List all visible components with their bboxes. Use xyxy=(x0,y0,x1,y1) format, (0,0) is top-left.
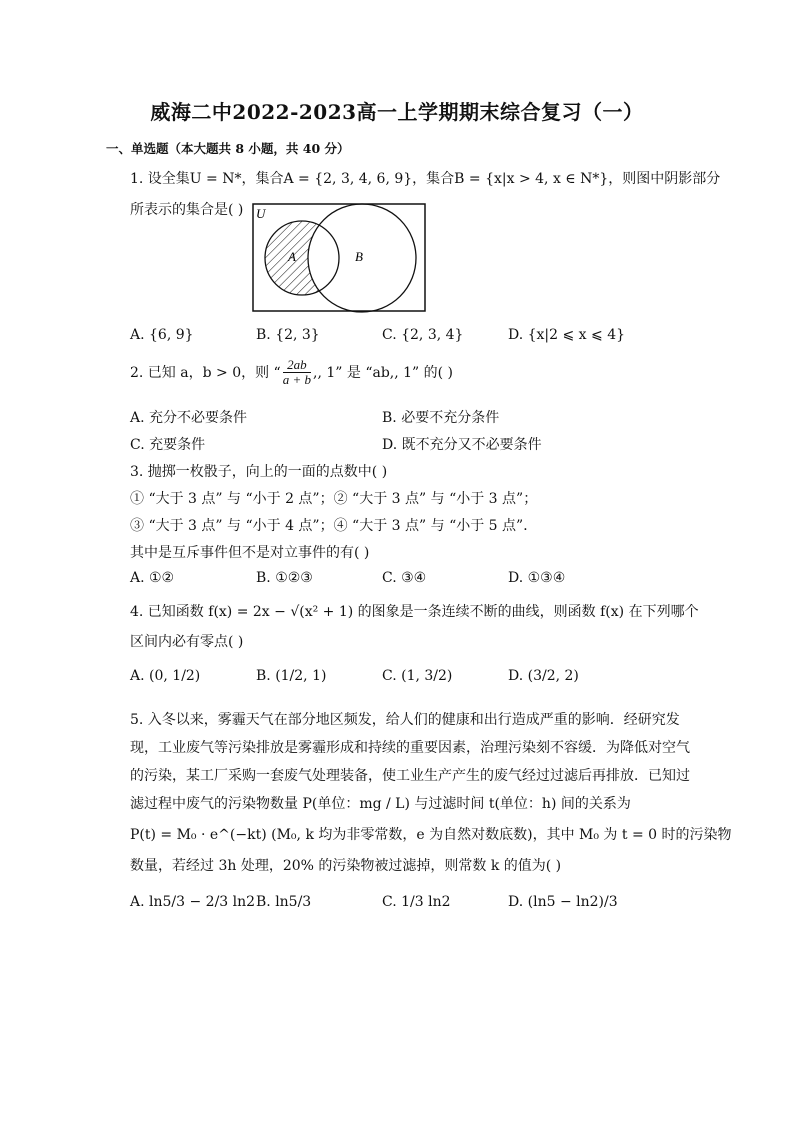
q2-frac-den: a + b xyxy=(282,372,311,388)
q1-option-b[interactable]: B. {2, 3} xyxy=(256,327,320,343)
q3-option-d[interactable]: D. ①③④ xyxy=(508,570,566,586)
q2-stem xyxy=(130,358,453,388)
q4-option-a[interactable]: A. (0, 1/2) xyxy=(130,668,201,684)
q5-option-d[interactable]: D. (ln5 − ln2)/3 xyxy=(508,894,618,910)
q2-fraction xyxy=(283,358,311,388)
q5-stem-line2: 现，工业废气等污染排放是雾霾形成和持续的重要因素，治理污染刻不容缓．为降低对空气 xyxy=(130,740,690,756)
venn-diagram xyxy=(252,203,428,315)
q5-option-b[interactable]: B. ln5/3 xyxy=(256,894,312,910)
q2-option-c[interactable]: C. 充要条件 xyxy=(130,437,206,453)
q3-stem-line4: 其中是互斥事件但不是对立事件的有( ) xyxy=(130,545,370,561)
section-heading: 一、单选题（本大题共 8 小题，共 40 分） xyxy=(106,141,350,156)
q2-option-d[interactable]: D. 既不充分又不必要条件 xyxy=(382,437,542,453)
q5-option-c[interactable]: C. 1/3 ln2 xyxy=(382,894,451,910)
q3-option-a[interactable]: A. ①② xyxy=(130,570,175,586)
q4-stem-line2: 区间内必有零点( ) xyxy=(130,634,244,650)
q3-stem-line2: ① “大于 3 点” 与 “小于 2 点”；② “大于 3 点” 与 “小于 3 点”； xyxy=(130,491,538,507)
label-b: B xyxy=(355,249,363,264)
q5-stem-line4: 滤过程中废气的污染物数量 P(单位：mg / L) 与过滤时间 t(单位：h) 间的关系为 xyxy=(130,796,631,812)
label-u: U xyxy=(256,206,266,221)
q1-option-a[interactable]: A. {6, 9} xyxy=(130,327,194,343)
q5-option-a[interactable]: A. ln5/3 − 2/3 ln2 xyxy=(130,894,256,910)
q2-option-a[interactable]: A. 充分不必要条件 xyxy=(130,410,248,426)
page-title: 威海二中2022-2023高一上学期期末综合复习（一） xyxy=(150,100,644,124)
q2-frac-num: 2ab xyxy=(283,358,311,373)
q2-stem-prefix: 2. 已知 a，b > 0，则 “ xyxy=(130,364,281,381)
q5-stem-line6: 数量，若经过 3h 处理，20% 的污染物被过滤掉，则常数 k 的值为( ) xyxy=(130,858,562,874)
q1-stem-line1: 1. 设全集U = N*，集合A = {2, 3, 4, 6, 9}，集合B = {x|x > 4, x ∈ N*}，则图中阴影部分 xyxy=(130,171,721,187)
q1-option-c[interactable]: C. {2, 3, 4} xyxy=(382,327,464,343)
q3-stem-line3: ③ “大于 3 点” 与 “小于 4 点”；④ “大于 3 点” 与 “小于 5 点”． xyxy=(130,518,538,534)
shaded-region xyxy=(252,203,428,315)
q1-stem-line2: 所表示的集合是( ) xyxy=(130,202,244,218)
q2-stem-suffix: ,, 1” 是 “ab,, 1” 的( ) xyxy=(313,364,454,381)
q3-option-c[interactable]: C. ③④ xyxy=(382,570,427,586)
q3-option-b[interactable]: B. ①②③ xyxy=(256,570,313,586)
q4-option-b[interactable]: B. (1/2, 1) xyxy=(256,668,327,684)
label-a: A xyxy=(288,249,296,264)
q4-option-d[interactable]: D. (3/2, 2) xyxy=(508,668,579,684)
q5-stem-line3: 的污染，某工厂采购一套废气处理装备，使工业生产产生的废气经过过滤后再排放．已知过 xyxy=(130,768,690,784)
q1-option-d[interactable]: D. {x|2 ⩽ x ⩽ 4} xyxy=(508,327,626,343)
q5-stem-line5: P(t) = M₀ · e^(−kt) (M₀, k 均为非零常数，e 为自然对数底数)，其中 M₀ 为 t = 0 时的污染物 xyxy=(130,827,732,843)
q4-stem-line1: 4. 已知函数 f(x) = 2x − √(x² + 1) 的图象是一条连续不断的曲线，则函数 f(x) 在下列哪个 xyxy=(130,604,699,620)
q5-stem-line1: 5. 入冬以来，雾霾天气在部分地区频发，给人们的健康和出行造成严重的影响．经研究发 xyxy=(130,712,680,728)
q3-stem-line1: 3. 抛掷一枚骰子，向上的一面的点数中( ) xyxy=(130,464,388,480)
q2-option-b[interactable]: B. 必要不充分条件 xyxy=(382,410,500,426)
q4-option-c[interactable]: C. (1, 3/2) xyxy=(382,668,453,684)
